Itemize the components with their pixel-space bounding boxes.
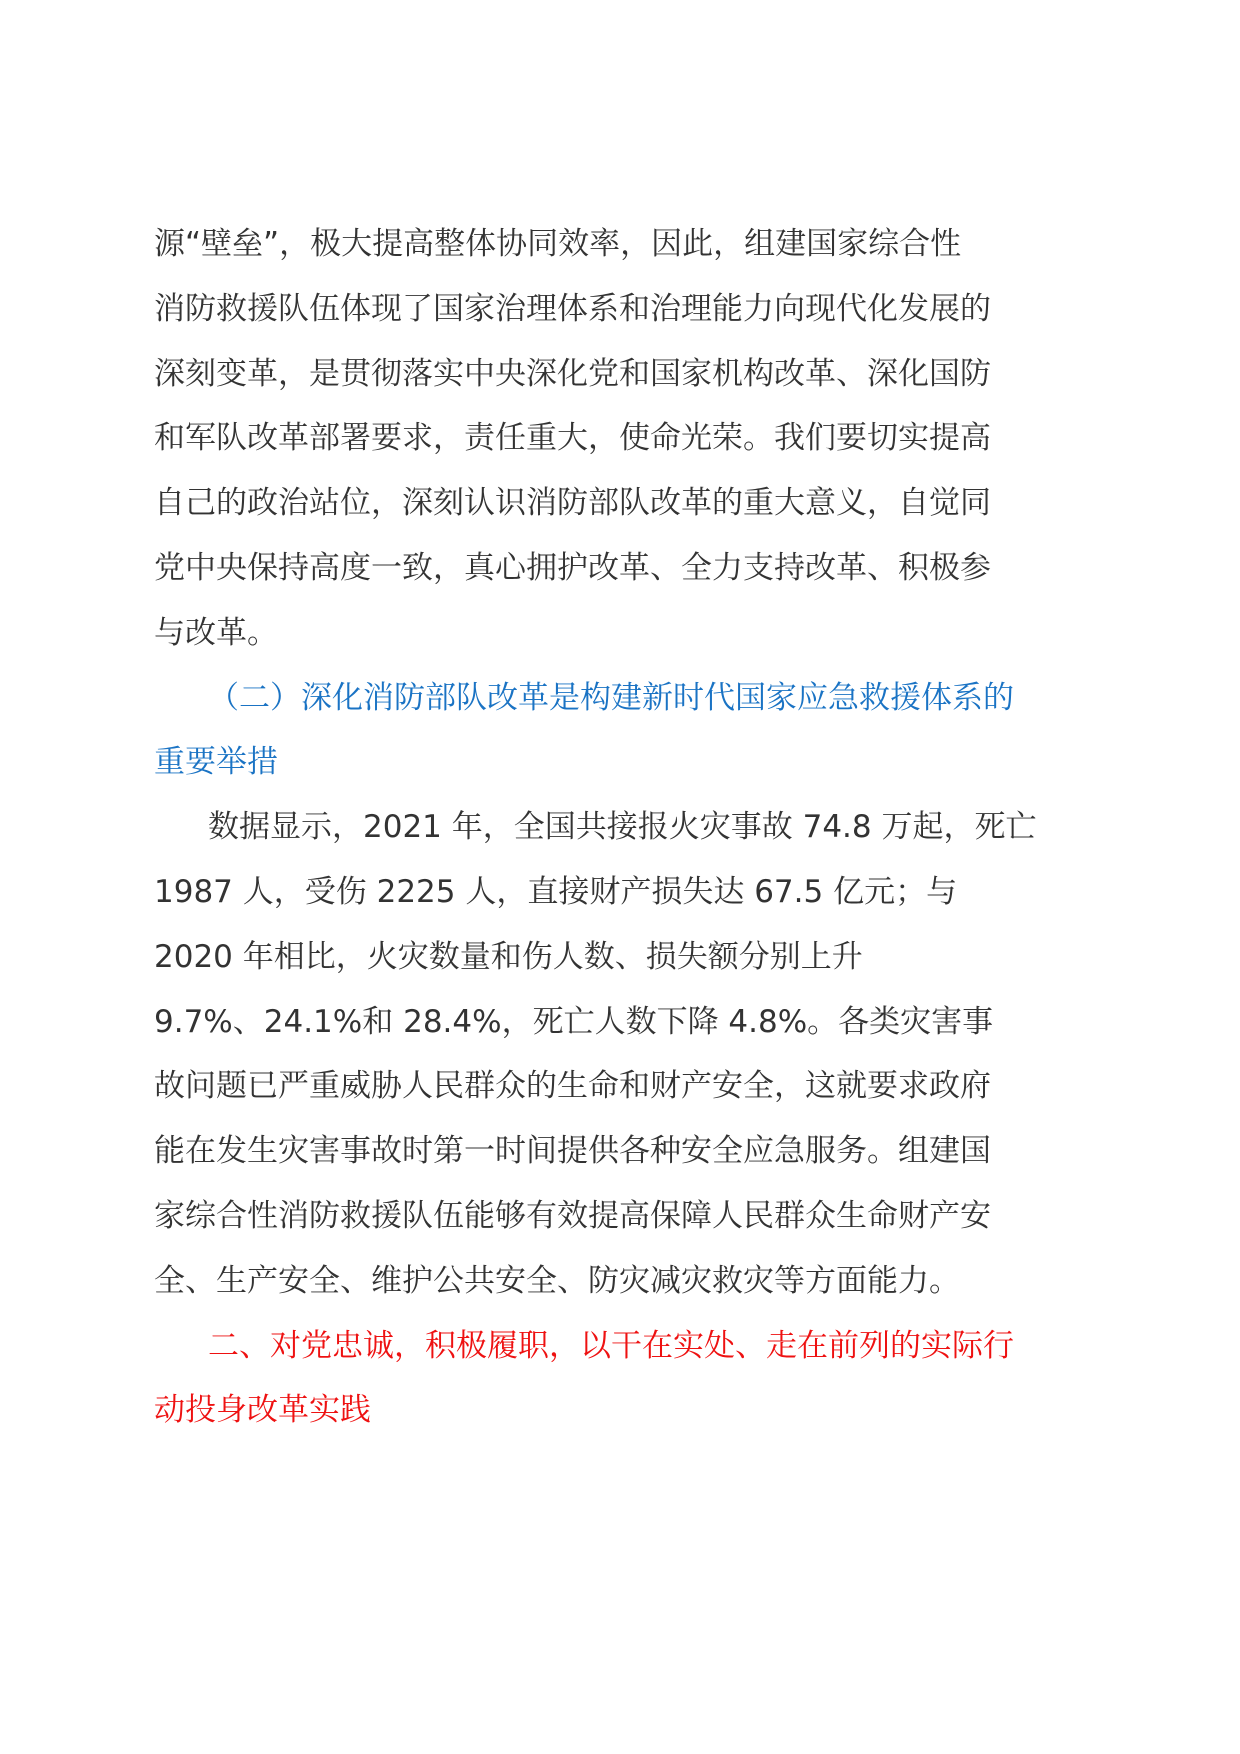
text-line: 消防救援队伍体现了国家治理体系和治理能力向现代化发展的: [154, 290, 991, 327]
section-heading: [154, 1314, 1114, 1444]
document-body: [154, 212, 1114, 1443]
heading-line: 二、对党忠诚，积极履职，以干在实处、走在前列的实际行: [208, 1327, 1014, 1364]
heading-line: 动投身改革实践: [154, 1392, 371, 1429]
text-line: 源“壁垒”，极大提高整体协同效率，因此，组建国家综合性: [154, 226, 962, 262]
text-line: 党中央保持高度一致，真心拥护改革、全力支持改革、积极参: [154, 549, 991, 586]
text-line: 能在发生灾害事故时第一时间提供各种安全应急服务。组建国: [154, 1133, 991, 1170]
heading-line: 重要举措: [154, 744, 278, 781]
text-line: 全、生产安全、维护公共安全、防灾减灾救灾等方面能力。: [154, 1262, 960, 1299]
text-line: 与改革。: [154, 614, 278, 651]
text-line: 和军队改革部署要求，责任重大，使命光荣。我们要切实提高: [154, 420, 991, 457]
text-line: 家综合性消防救援队伍能够有效提高保障人民群众生命财产安: [154, 1197, 991, 1234]
heading-line: （二）深化消防部队改革是构建新时代国家应急救援体系的: [208, 679, 1014, 716]
text-line: 深刻变革，是贯彻落实中央深化党和国家机构改革、深化国防: [154, 355, 991, 392]
text-line: 数据显示，2021 年，全国共接报火灾事故 74.8 万起，死亡: [208, 809, 1037, 846]
subsection-heading: [154, 666, 1114, 796]
text-line: 故问题已严重威胁人民群众的生命和财产安全，这就要求政府: [154, 1068, 991, 1105]
text-line: 2020 年相比，火灾数量和伤人数、损失额分别上升: [154, 938, 863, 975]
paragraph-reform-significance: [154, 212, 1114, 666]
paragraph-fire-statistics: [154, 795, 1114, 1313]
text-line: 9.7%、24.1%和 28.4%，死亡人数下降 4.8%。各类灾害事: [154, 1003, 994, 1040]
text-line: 自己的政治站位，深刻认识消防部队改革的重大意义，自觉同: [154, 485, 991, 522]
text-line: 1987 人，受伤 2225 人，直接财产损失达 67.5 亿元；与: [154, 873, 958, 910]
